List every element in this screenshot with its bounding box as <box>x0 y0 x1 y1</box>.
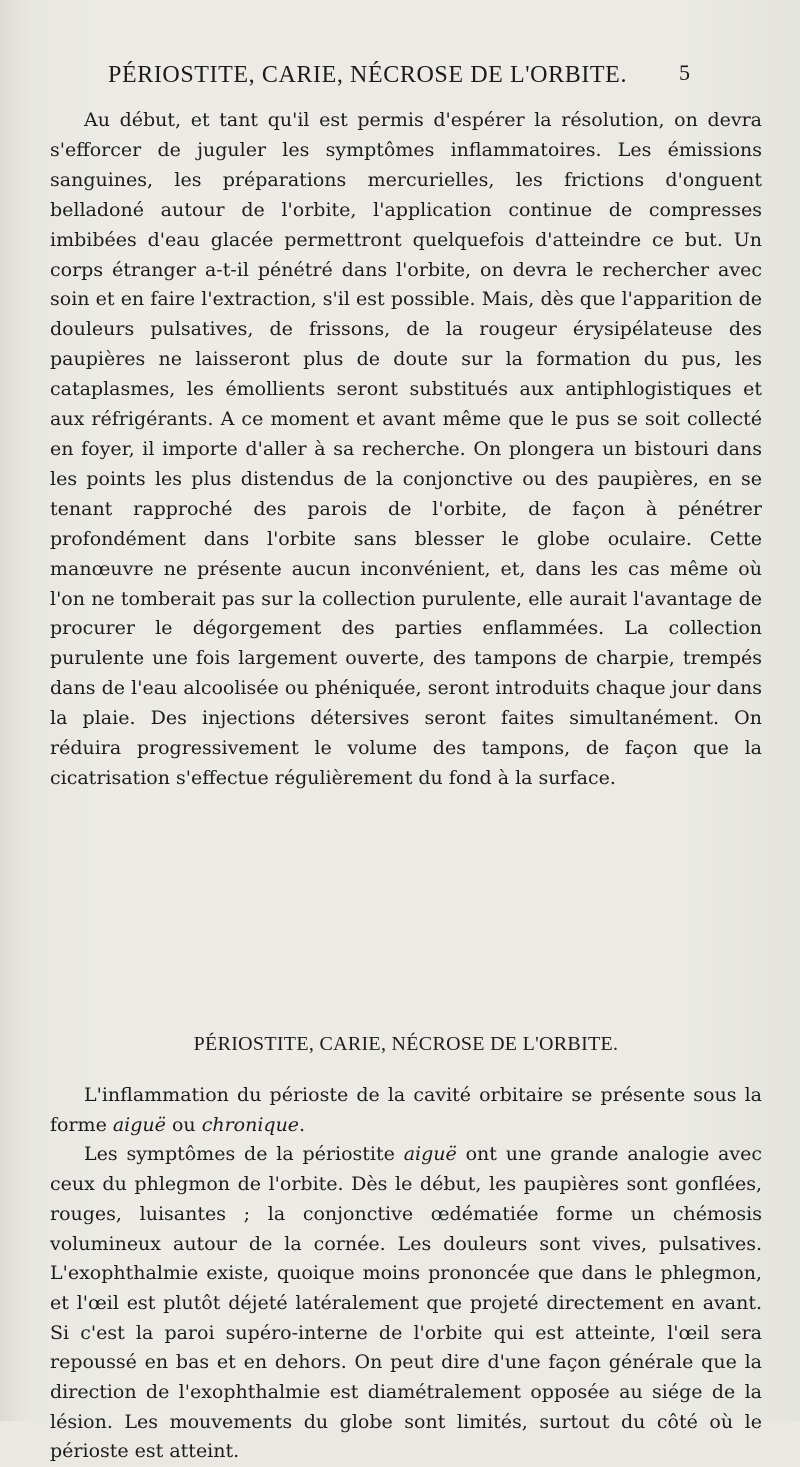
treatment-section <box>50 106 762 794</box>
periostitis-section <box>50 1081 762 1467</box>
running-head <box>108 62 708 92</box>
page-number: 5 <box>679 60 690 85</box>
running-head-title: PÉRIOSTITE, CARIE, NÉCROSE DE L'ORBITE. <box>108 62 628 88</box>
intro-text-end: . <box>299 1113 306 1136</box>
symptoms-paragraph <box>50 1140 762 1467</box>
symptoms-text-start: Les symptômes de la périostite <box>84 1143 404 1166</box>
term-aigue-2: aiguë <box>403 1143 457 1166</box>
intro-paragraph <box>50 1081 762 1140</box>
term-chronique: chronique <box>201 1113 300 1136</box>
symptoms-text-rest: ont une grande analogie avec ceux du phlegmon de l'orbite. Dès le début, les paupières sont gonflées, rouges, luisantes ; la conjonctive œdématiée forme un chémosis volumineux autour de la cornée. Les douleurs sont vives, pulsatives. L'exophthalmie existe, quoique moins prononcée que dans le phlegmon, et l'œil est plutôt déjeté latéralement que projeté directement en avant. Si c'est la paroi supéro-interne de l'orbite qui est atteinte, l'œil sera repoussé en bas et en dehors. On peut dire d'une façon générale que la direction de l'exophthalmie est diamétralement opposée au siége de la lésion. Les mouvements du globe sont limités, surtout du côté où le périoste est atteint. <box>50 1143 762 1463</box>
section-heading: PÉRIOSTITE, CARIE, NÉCROSE DE L'ORBITE. <box>193 1033 619 1055</box>
intro-text-middle: ou <box>165 1113 202 1136</box>
intro-text-start: L'inflammation du périoste de la cavité orbitaire se présente sous la forme <box>50 1084 762 1136</box>
term-aigue: aiguë <box>112 1113 166 1136</box>
treatment-paragraph: Au début, et tant qu'il est permis d'espérer la résolution, on devra s'efforcer de juguler les symptômes inflammatoires. Les émissions sanguines, les préparations mercurielles, les frictions d'onguent belladoné autour de l'orbite, l'application continue de compresses imbibées d'eau glacée permettront quelquefois d'atteindre ce but. Un corps étranger a-t-il pénétré dans l'orbite, on devra le rechercher avec soin et en faire l'extraction, s'il est possible. Mais, dès que l'apparition de douleurs pulsatives, de frissons, de la rougeur érysipélateuse des paupières ne laisseront plus de doute sur la formation du pus, les cataplasmes, les émollients seront substitués aux antiphlogistiques et aux réfrigérants. A ce moment et avant même que le pus se soit collecté en foyer, il importe d'aller à sa recherche. On plongera un bistouri dans les points les plus distendus de la conjonctive ou des paupières, en se tenant rapproché des parois de l'orbite, de façon à pénétrer profondément dans l'orbite sans blesser le globe oculaire. Cette manœuvre ne présente aucun inconvénient, et, dans les cas même où l'on ne tomberait pas sur la collection purulente, elle aurait l'avantage de procurer le dégorgement des parties enflammées. La collection purulente une fois largement ouverte, des tampons de charpie, trempés dans de l'eau alcoolisée ou phéniquée, seront introduits chaque jour dans la plaie. Des injections détersives seront faites simultanément. On réduira progressivement le volume des tampons, de façon que la cicatrisation s'effectue régulièrement du fond à la surface. <box>50 109 762 789</box>
